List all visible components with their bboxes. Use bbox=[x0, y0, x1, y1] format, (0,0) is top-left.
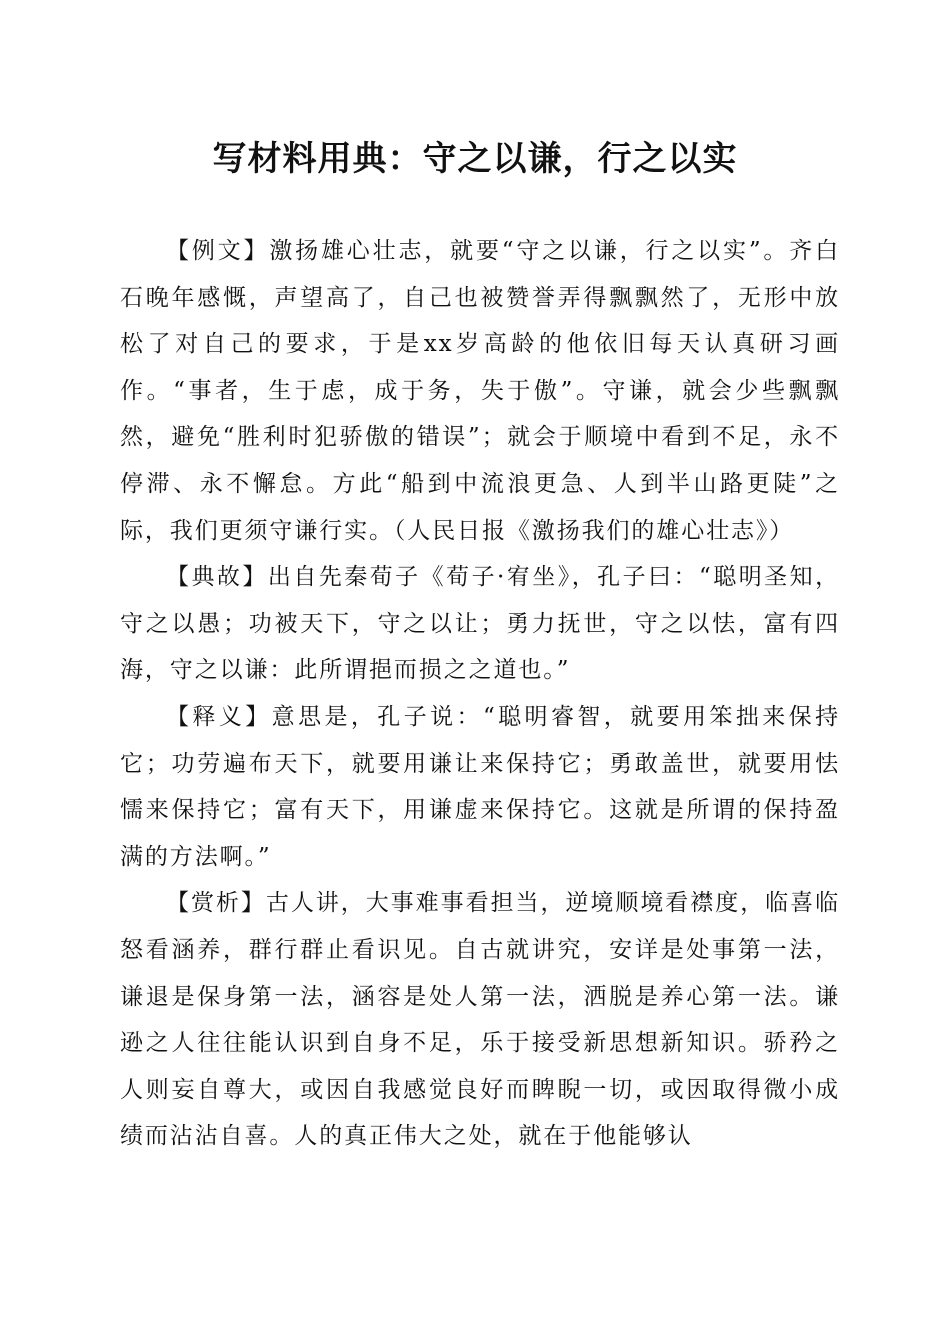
document-body bbox=[120, 228, 840, 1160]
document-title: 写材料用典：守之以谦，行之以实 bbox=[212, 139, 738, 179]
paragraph-allusion: 【典故】出自先秦荀子《荀子·宥坐》，孔子曰：“聪明圣知，守之以愚；功被天下，守之以让；勇力抚世，守之以怯，富有四海，守之以谦：此所谓挹而损之之道也。” bbox=[120, 564, 840, 684]
paragraph-explanation: 【释义】意思是，孔子说：“聪明睿智，就要用笨拙来保持它；功劳遍布天下，就要用谦让来保持它；勇敢盖世，就要用怯懦来保持它；富有天下，用谦虚来保持它。这就是所谓的保持盈满的方法啊。” bbox=[120, 703, 840, 870]
paragraph-appreciation: 【赏析】古人讲，大事难事看担当，逆境顺境看襟度，临喜临怒看涵养，群行群止看识见。自古就讲究，安详是处事第一法，谦退是保身第一法，涵容是处人第一法，洒脱是养心第一法。谦逊之人往往能认识到自身不足，乐于接受新思想新知识。骄矜之人则妄自尊大，或因自我感觉良好而睥睨一切，或因取得微小成绩而沾沾自喜。人的真正伟大之处，就在于他能够认 bbox=[120, 890, 840, 1150]
paragraph-example: 【例文】激扬雄心壮志，就要“守之以谦，行之以实”。齐白石晚年感慨，声望高了，自己也被赞誉弄得飘飘然了，无形中放松了对自己的要求，于是xx岁高龄的他依旧每天认真研习画作。“事者，生于虑，成于务，失于傲”。守谦，就会少些飘飘然，避免“胜利时犯骄傲的错误”；就会于顺境中看到不足，永不停滞、永不懈怠。方此“船到中流浪更急、人到半山路更陡”之际，我们更须守谦行实。（人民日报《激扬我们的雄心壮志》） bbox=[120, 238, 840, 544]
